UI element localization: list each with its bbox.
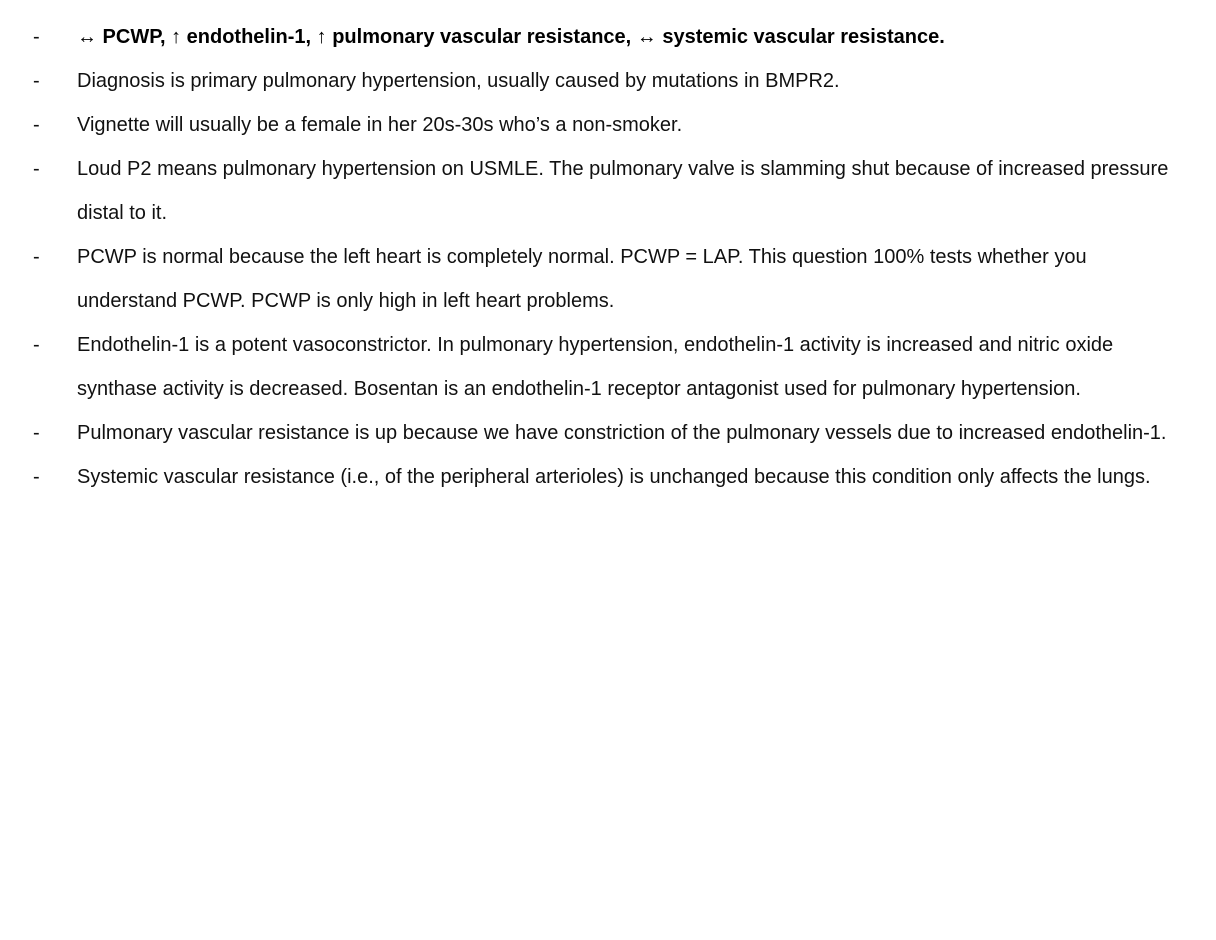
diagnosis-text: Diagnosis is primary pulmonary hypertension, usually caused by mutations in BMPR2. — [77, 70, 840, 92]
bullet-item-pcwp — [0, 235, 1216, 323]
bullet-dash: - — [33, 114, 40, 136]
bullet-dash: - — [33, 334, 40, 356]
bullet-dash: - — [33, 246, 40, 268]
pcwp-text: PCWP is normal because the left heart is completely normal. PCWP = LAP. This question 100% tests whether you understand PCWP. PCWP is only high in left heart problems. — [77, 246, 1087, 312]
svr-text: Systemic vascular resistance (i.e., of the peripheral arterioles) is unchanged because this condition only affects the lungs. — [77, 466, 1151, 488]
bullet-item-vignette — [0, 103, 1216, 147]
endothelin-text: Endothelin-1 is a potent vasoconstrictor. In pulmonary hypertension, endothelin-1 activity is increased and nitric oxide synthase activity is decreased. Bosentan is an endothelin-1 receptor antagonist used for pulmonary hypertension. — [77, 334, 1114, 400]
loud-p2-text: Loud P2 means pulmonary hypertension on USMLE. The pulmonary valve is slamming shut because of increased pressure distal to it. — [77, 158, 1169, 224]
answer-summary-text: ↔ PCWP, ↑ endothelin-1, ↑ pulmonary vascular resistance, ↔ systemic vascular resistance. — [77, 26, 945, 48]
bullet-item-endothelin — [0, 323, 1216, 411]
bullet-dash: - — [33, 26, 40, 48]
pvr-text: Pulmonary vascular resistance is up because we have constriction of the pulmonary vessels due to increased endothelin-1. — [77, 422, 1167, 444]
bullet-item-pvr — [0, 411, 1216, 455]
bullet-dash: - — [33, 466, 40, 488]
bullet-item-svr — [0, 455, 1216, 499]
vignette-text: Vignette will usually be a female in her 20s-30s who’s a non-smoker. — [77, 114, 683, 136]
bullet-item-answer-summary — [0, 0, 1216, 59]
bullet-dash: - — [33, 422, 40, 444]
bullet-item-loud-p2 — [0, 147, 1216, 235]
bullet-dash: - — [33, 70, 40, 92]
bullet-item-diagnosis — [0, 59, 1216, 103]
bullet-dash: - — [33, 158, 40, 180]
